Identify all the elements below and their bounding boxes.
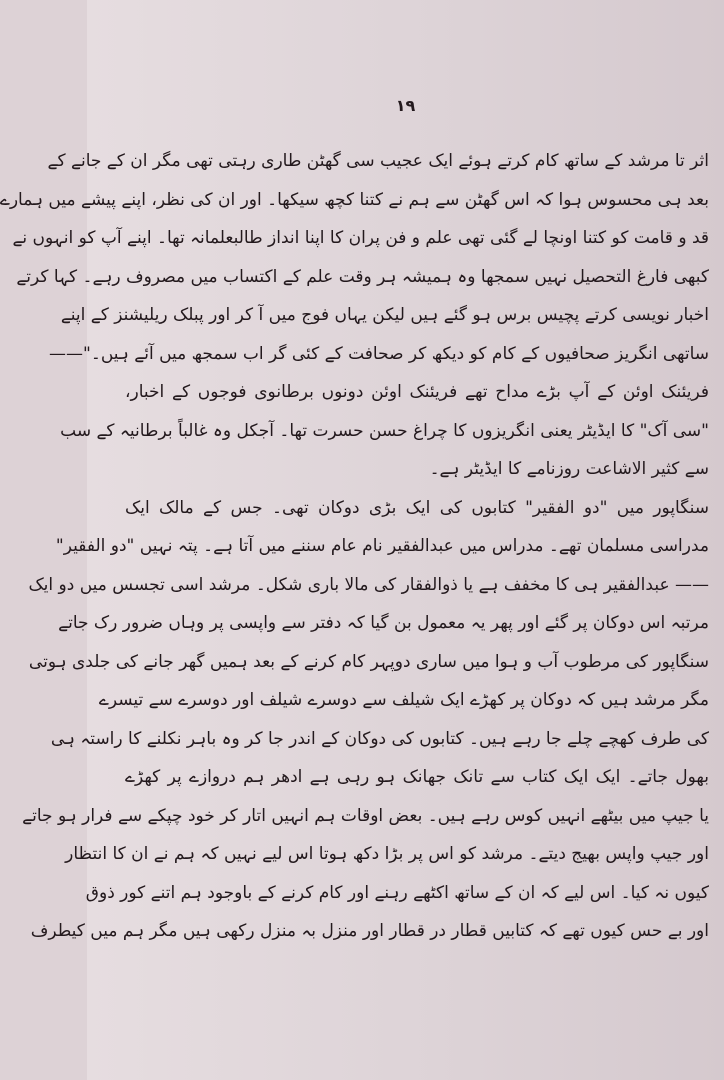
text-line: مرتبہ اس دوکان پر گئے اور پھر یہ معمول بن گیا کہ دفتر سے واپسی پر وہاں ضرور رک جاتے bbox=[58, 613, 709, 633]
text-line: کی طرف کھچے چلے جا رہے ہیں۔ کتابوں کی دوکان کے اندر جا کر وہ باہر نکلنے کا راستہ ہی bbox=[50, 728, 709, 749]
body-text bbox=[0, 142, 709, 951]
text-line: اخبار نویسی کرتے پچیس برس ہو گئے ہیں لیکن یہاں فوج میں آ کر اور پبلک ریلیشنز کے اپنے bbox=[60, 305, 709, 325]
text-line: فریئنک اوئن کے آپ بڑے مداح تھے فریئنک اوئن دونوں برطانوی فوجوں کے اخبار، bbox=[125, 382, 709, 402]
text-line: ساتھی انگریز صحافیوں کے کام کو دیکھ کر صحافت کے کئی گر اب سمجھ میں آئے ہیں۔"—— bbox=[49, 343, 709, 364]
text-line: "سی آک" کا ایڈیٹر یعنی انگریزوں کا چراغ حسن حسرت تھا۔ آجکل وہ غالباً برطانیہ کے سب bbox=[60, 420, 709, 441]
text-line: سے کثیر الاشاعت روزنامے کا ایڈیٹر ہے۔ bbox=[429, 459, 709, 479]
text-line: سنگاپور میں "دو الفقیر" کتابوں کی ایک بڑی دوکان تھی۔ جس کے مالک ایک bbox=[125, 497, 709, 518]
text-line: اثر تا مرشد کے ساتھ کام کرتے ہوئے ایک عجیب سی گھٹن طاری رہتی تھی مگر ان کے جانے کے bbox=[47, 151, 709, 171]
text-line: مدراسی مسلمان تھے۔ مدراس میں عبدالفقیر نام عام سننے میں آتا ہے۔ پتہ نہیں "دو الفقیر" bbox=[55, 536, 709, 556]
text-line: بعد ہی محسوس ہوا کہ اس گھٹن سے ہم نے کتنا کچھ سیکھا۔ اور ان کی نظر، اپنے پیشے میں ہمارے bbox=[0, 189, 709, 210]
text-line: اور بے حس کیوں تھے کہ کتابیں قطار در قطار اور منزل بہ منزل رکھی ہیں مگر ہم میں کیطرف bbox=[30, 921, 709, 941]
text-line: یا جیپ میں بیٹھے انہیں کوس رہے ہیں۔ بعض اوقات ہم انہیں اتار کر خود چپکے سے فرار ہو جاتے bbox=[22, 805, 709, 826]
text-line: اور جیپ واپس بھیج دیتے۔ مرشد کو اس پر بڑا دکھ ہوتا اس لیے نہیں کہ ہم نے ان کا انتظار bbox=[65, 844, 709, 864]
text-line: مگر مرشد ہیں کہ دوکان پر کھڑے ایک شیلف سے دوسرے شیلف اور دوسرے سے تیسرے bbox=[98, 690, 709, 710]
page-number: ١٩ bbox=[395, 96, 416, 115]
text-line: بھول جاتے۔ ایک ایک کتاب سے تانک جھانک ہو رہی ہے ادھر ہم دروازے پر کھڑے bbox=[125, 767, 709, 787]
text-line: سنگاپور کی مرطوب آب و ہوا میں ساری دوپہر کام کرنے کے بعد ہمیں گھر جانے کی جلدی ہوتی bbox=[28, 651, 709, 672]
text-line: کیوں نہ کیا۔ اس لیے کہ ان کے ساتھ اکٹھے رہنے اور کام کرنے کے باوجود ہم اتنے کور ذوق bbox=[85, 882, 709, 903]
text-line: کبھی فارغ التحصیل نہیں سمجھا وہ ہمیشہ ہر وقت علم کے اکتساب میں مصروف رہے۔ کہا کرتے bbox=[16, 266, 709, 287]
text-line: قد و قامت کو کتنا اونچا لے گئی تھی علم و فن پران کا اپنا انداز طالبعلمانہ تھا۔ اپنے آپ کو انہوں نے bbox=[12, 228, 709, 248]
text-line: —— عبدالفقیر ہی کا مخفف ہے یا ذوالفقار کی مالا باری شکل۔ مرشد اسی تجسس میں دو ایک bbox=[28, 574, 709, 595]
